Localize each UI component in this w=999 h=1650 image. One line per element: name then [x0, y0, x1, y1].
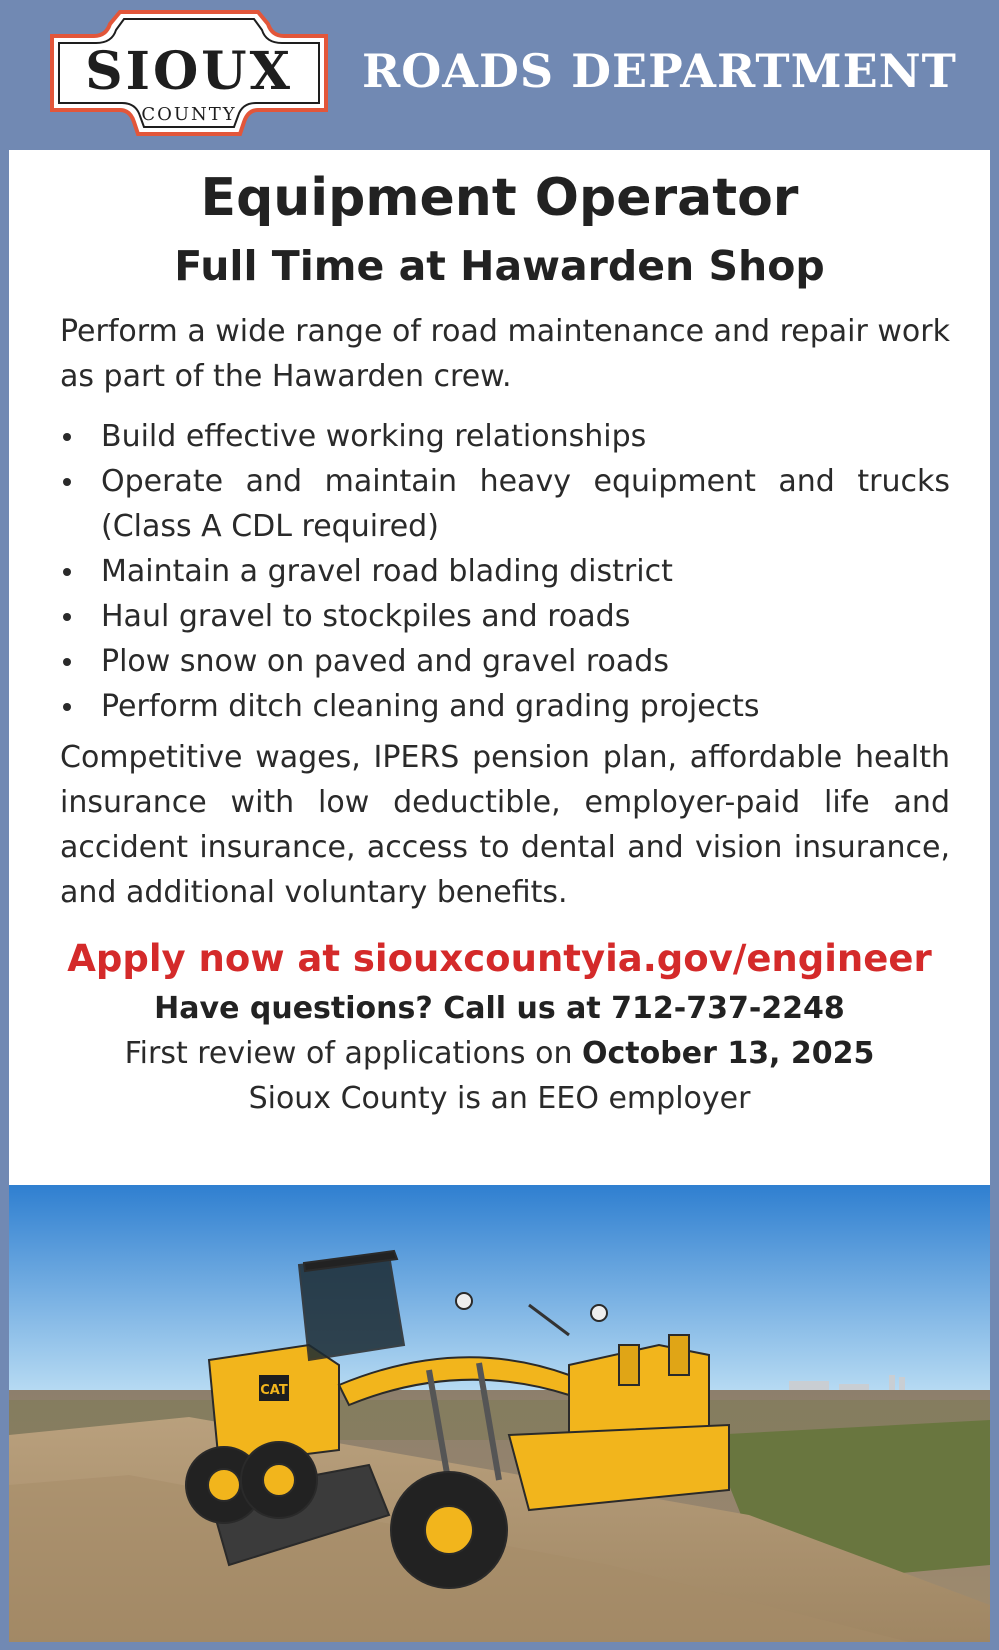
phone-contact: Have questions? Call us at 712-737-2248: [154, 991, 845, 1026]
logo-sub-text: COUNTY: [141, 104, 237, 125]
sioux-county-logo: [44, 8, 334, 138]
job-posting-panel: [9, 150, 990, 1185]
benefits-text: Competitive wages, IPERS pension plan, affordable health insurance with low deductible, employer-paid life and accident insurance, access to dental and vision insurance, and additional voluntary benefits.: [60, 740, 950, 910]
duty-item: Haul gravel to stockpiles and roads: [60, 594, 950, 639]
header-band: [0, 0, 999, 148]
apply-link[interactable]: Apply now at siouxcountyia.gov/engineer: [67, 937, 932, 980]
job-subtitle: Full Time at Hawarden Shop: [174, 242, 825, 290]
review-prefix: First review of applications on: [124, 1036, 573, 1071]
review-date: October 13, 2025: [582, 1036, 875, 1071]
duty-item: Maintain a gravel road blading district: [60, 549, 950, 594]
duty-item: Perform ditch cleaning and grading projects: [60, 684, 950, 729]
review-date-line: [9, 1036, 990, 1071]
department-title: ROADS DEPARTMENT: [362, 44, 957, 98]
duty-item: Build effective working relationships: [60, 414, 950, 459]
duty-item: Operate and maintain heavy equipment and trucks (Class A CDL required): [60, 459, 950, 549]
job-intro: Perform a wide range of road maintenance and repair work as part of the Hawarden crew.: [60, 314, 950, 394]
cat-badge: CAT: [260, 1383, 288, 1398]
duty-item: Plow snow on paved and gravel roads: [60, 639, 950, 684]
motor-grader-photo: [9, 1185, 990, 1642]
duties-list: [60, 414, 950, 729]
job-title: Equipment Operator: [200, 168, 799, 228]
logo-main-text: SIOUX: [85, 41, 293, 102]
eeo-statement: Sioux County is an EEO employer: [248, 1081, 751, 1116]
